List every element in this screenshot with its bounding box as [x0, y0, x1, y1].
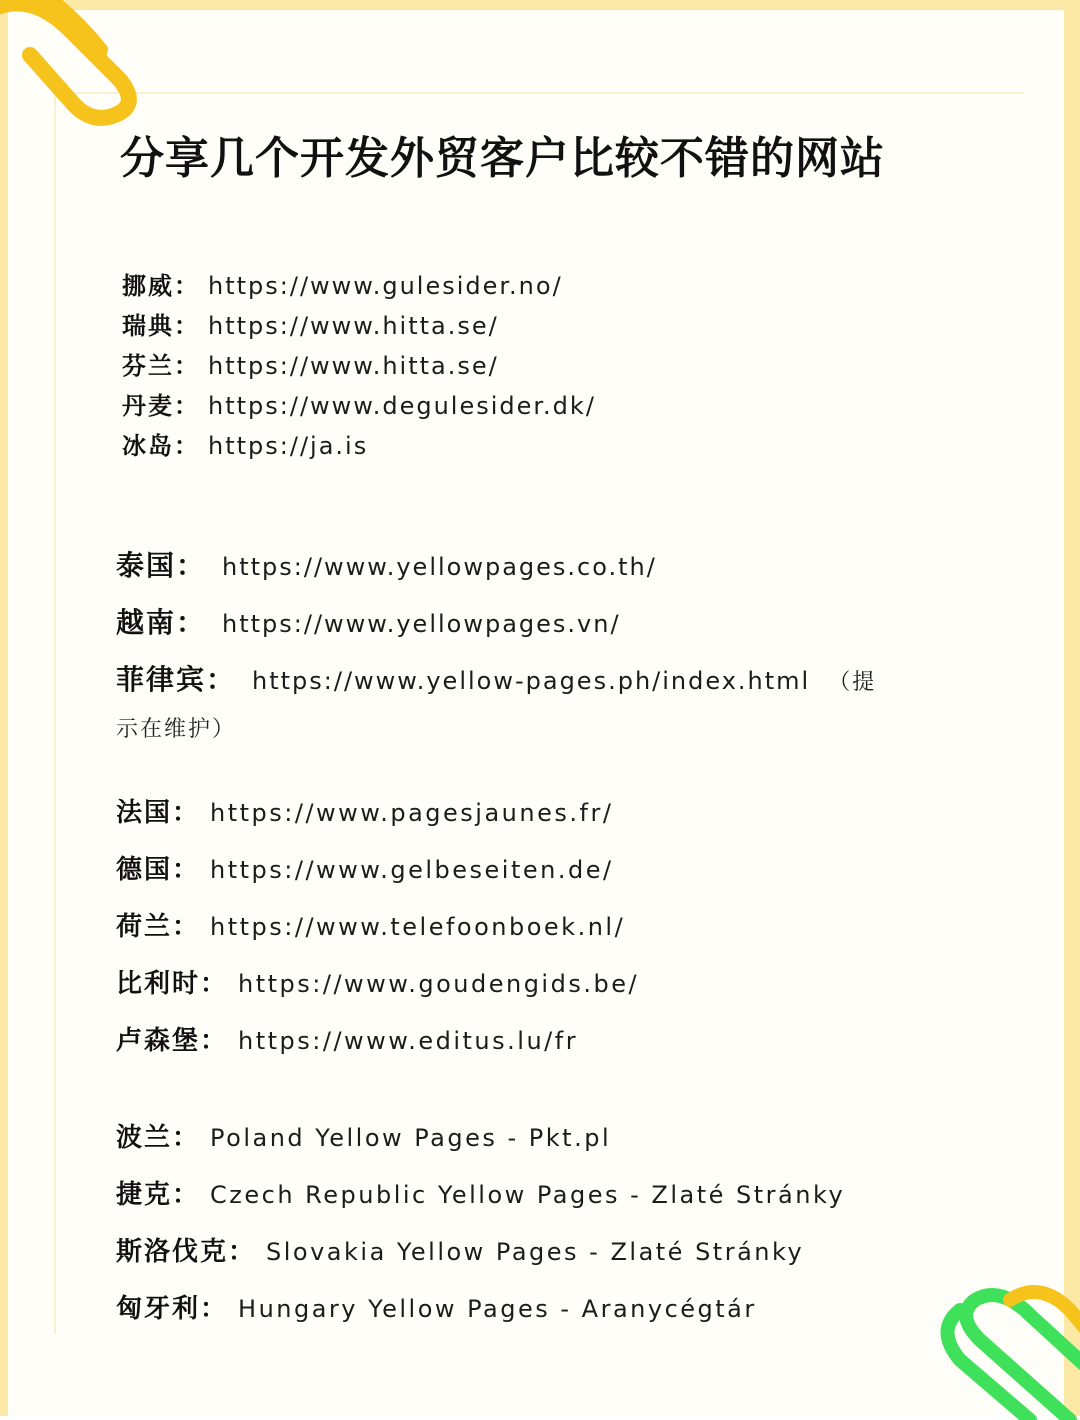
country-label: 丹麦：: [122, 392, 200, 420]
list-item: [116, 1231, 804, 1268]
list-item: [116, 792, 613, 829]
website-link[interactable]: https://www.yellow-pages.ph/index.html: [252, 667, 811, 695]
website-link[interactable]: https://www.hitta.se/: [208, 312, 499, 340]
country-label: 挪威：: [122, 272, 200, 300]
country-label: 匈牙利：: [116, 1294, 229, 1324]
list-item: [122, 386, 596, 421]
list-item: [122, 266, 563, 301]
list-item: [116, 658, 876, 698]
list-item: [116, 963, 639, 1000]
page-title: 分享几个开发外贸客户比较不错的网站: [120, 133, 885, 184]
list-item: [122, 346, 499, 381]
website-link[interactable]: Poland Yellow Pages - Pkt.pl: [210, 1124, 612, 1152]
website-link[interactable]: https://www.gulesider.no/: [208, 272, 563, 300]
list-item: [116, 1288, 757, 1325]
paperclip-icon-bottom-right: [920, 1270, 1080, 1420]
country-label: 泰国：: [116, 549, 207, 582]
website-link[interactable]: Slovakia Yellow Pages - Zlaté Stránky: [266, 1238, 805, 1266]
list-item: [116, 544, 657, 584]
list-item: [116, 1020, 578, 1057]
country-label: 荷兰：: [116, 912, 201, 942]
country-label: 捷克：: [116, 1180, 201, 1210]
country-label: 越南：: [116, 606, 207, 639]
website-link[interactable]: Czech Republic Yellow Pages - Zlaté Stránky: [210, 1181, 846, 1209]
website-link[interactable]: Hungary Yellow Pages - Aranycégtár: [238, 1295, 757, 1323]
list-item: [116, 906, 625, 943]
list-item: [116, 601, 621, 641]
country-label: 斯洛伐克：: [116, 1237, 257, 1267]
website-link[interactable]: https://www.telefoonboek.nl/: [210, 913, 626, 941]
website-link[interactable]: https://ja.is: [208, 432, 369, 460]
country-label: 瑞典：: [122, 312, 200, 340]
website-link[interactable]: https://www.editus.lu/fr: [238, 1027, 579, 1055]
list-item: [122, 306, 499, 341]
paperclip-icon-top-left: [0, 0, 160, 130]
list-item: [122, 426, 368, 461]
website-link[interactable]: https://www.yellowpages.vn/: [222, 610, 621, 638]
country-label: 冰岛：: [122, 432, 200, 460]
website-link[interactable]: https://www.gelbeseiten.de/: [210, 856, 614, 884]
website-link[interactable]: https://www.hitta.se/: [208, 352, 499, 380]
website-link[interactable]: https://www.goudengids.be/: [238, 970, 640, 998]
website-link[interactable]: https://www.yellowpages.co.th/: [222, 553, 657, 581]
website-link[interactable]: https://www.degulesider.dk/: [208, 392, 596, 420]
list-item: [116, 1174, 845, 1211]
country-label: 法国：: [116, 798, 201, 828]
list-item: [116, 1117, 611, 1154]
country-label: 比利时：: [116, 969, 229, 999]
country-label: 德国：: [116, 855, 201, 885]
country-label: 波兰：: [116, 1123, 201, 1153]
country-label: 菲律宾：: [116, 663, 237, 696]
country-label: 卢森堡：: [116, 1026, 229, 1056]
country-label: 芬兰：: [122, 352, 200, 380]
maintenance-note: （提: [828, 670, 877, 695]
list-item: [116, 849, 614, 886]
maintenance-note-continued: 示在维护）: [116, 717, 237, 742]
website-link[interactable]: https://www.pagesjaunes.fr/: [210, 799, 614, 827]
